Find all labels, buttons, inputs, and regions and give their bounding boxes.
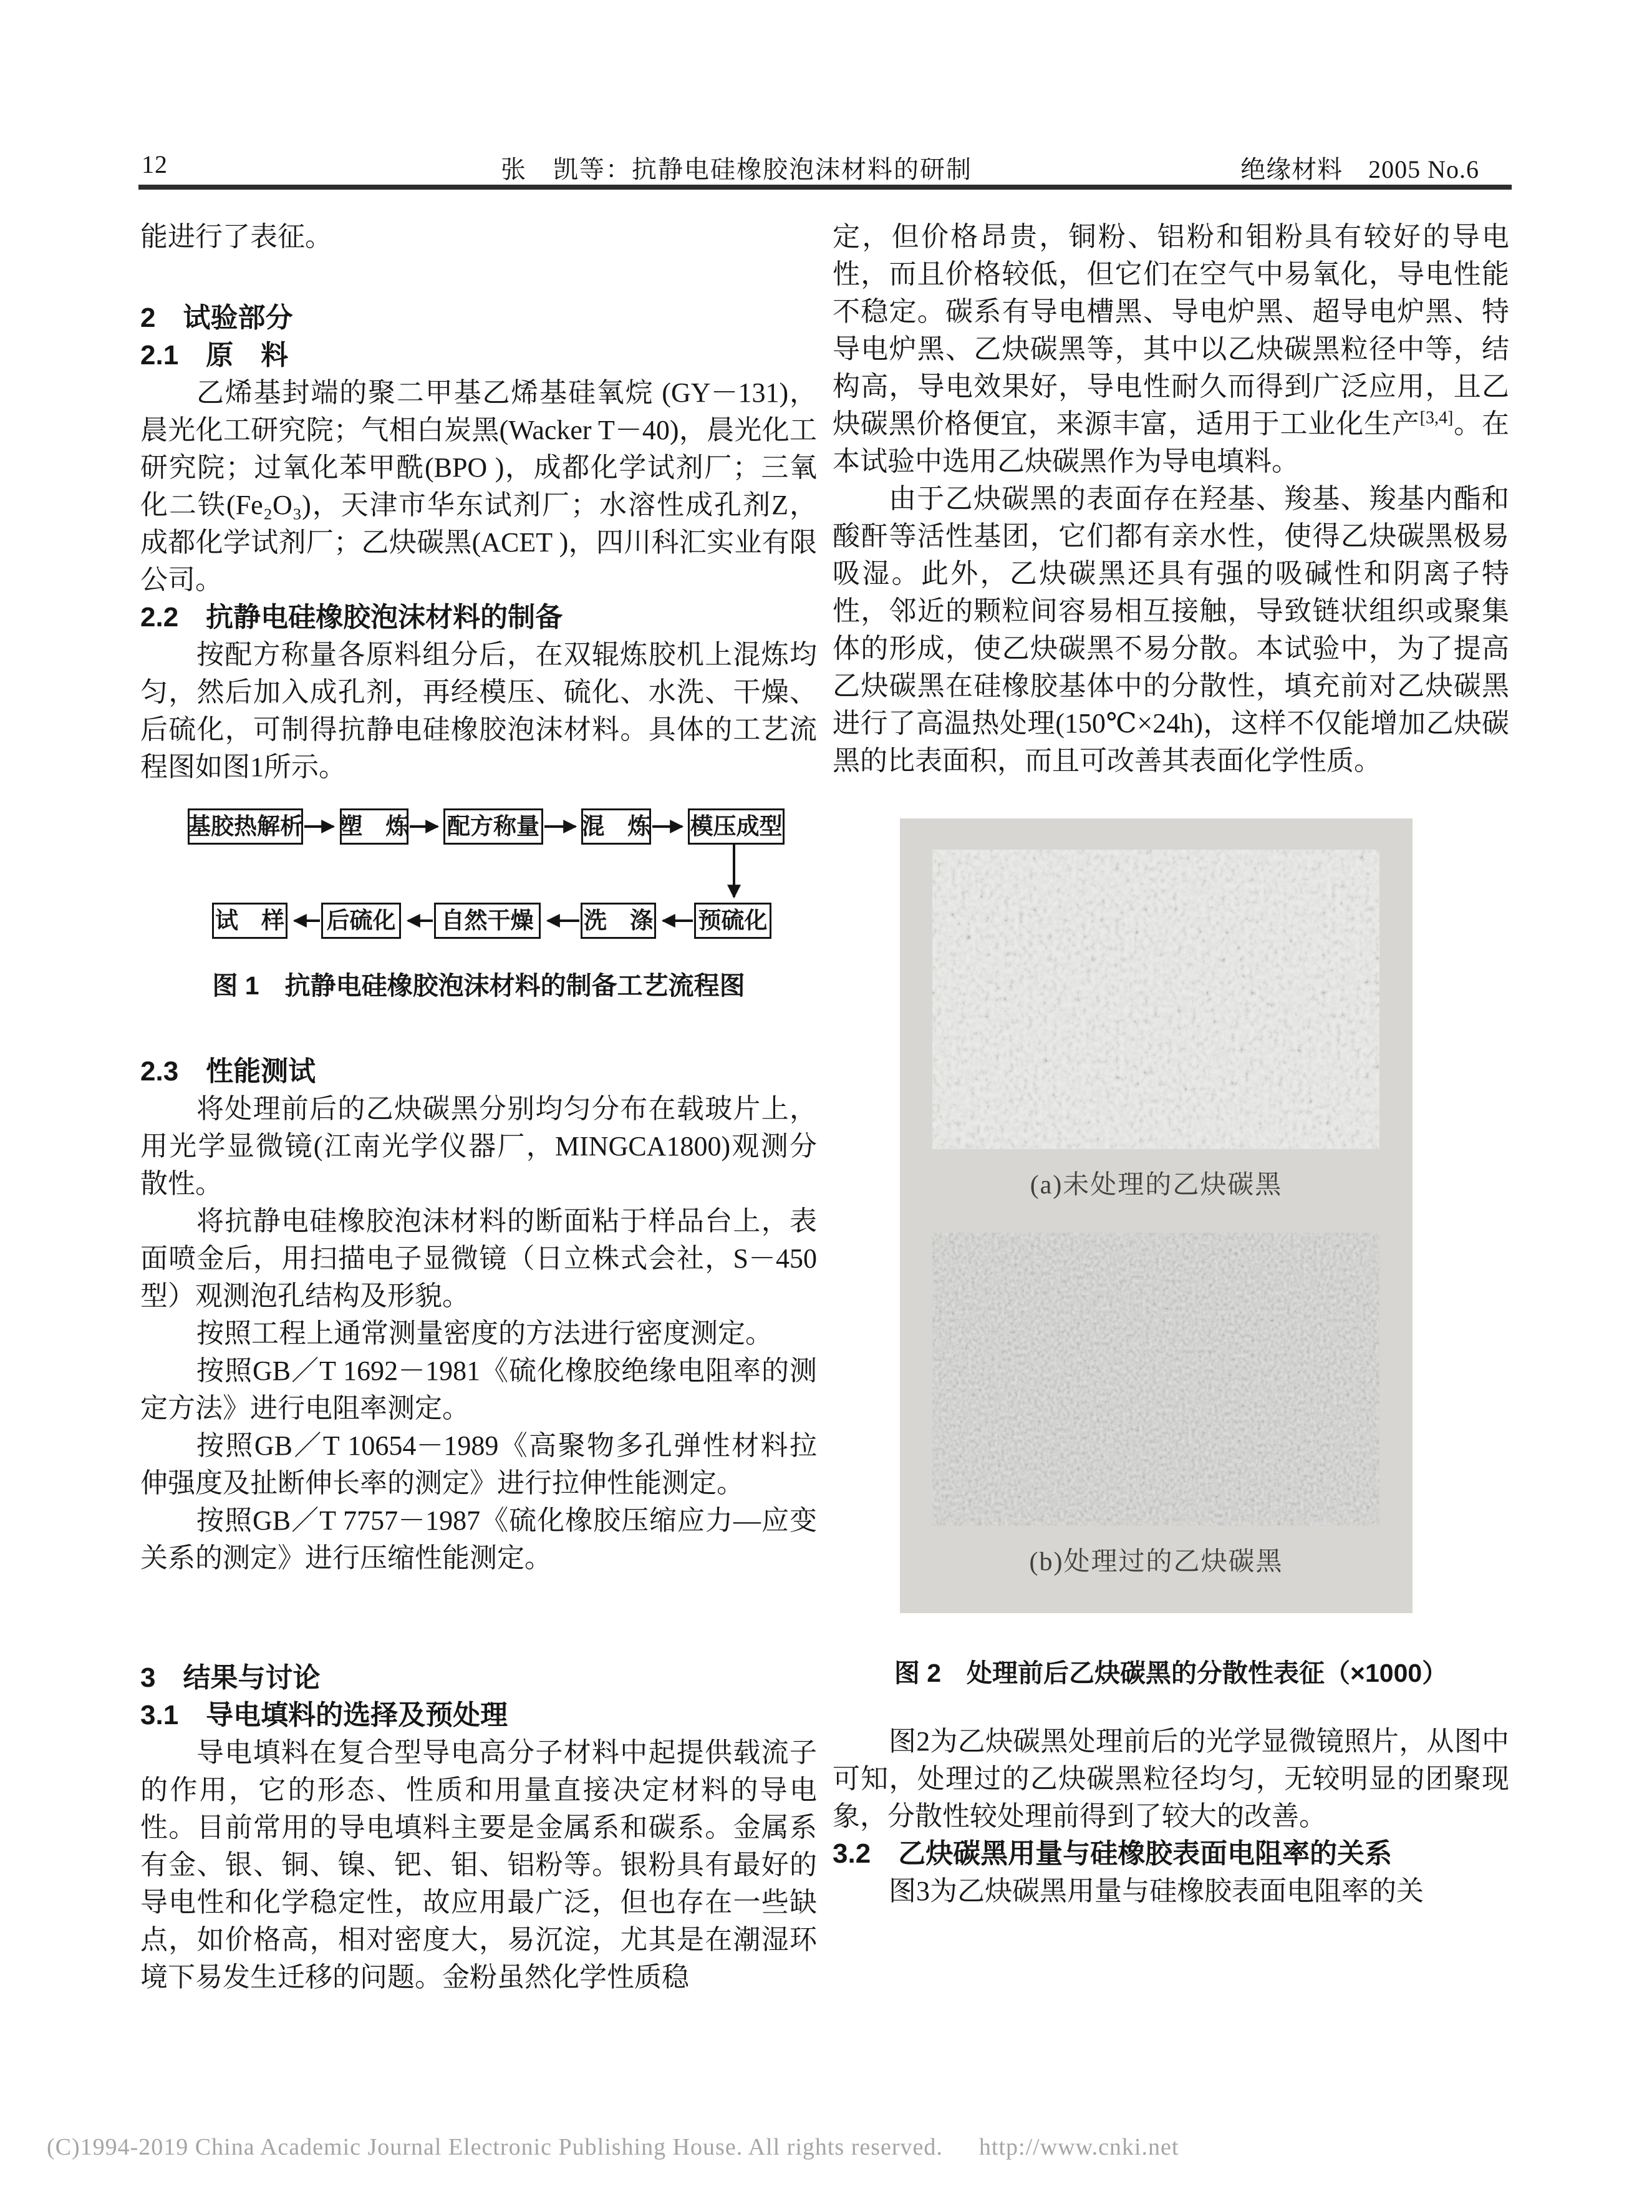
section-3-heading: 3 结果与讨论 xyxy=(140,1662,321,1693)
paragraph-sem-test: 将抗静电硅橡胶泡沫材料的断面粘于样品台上，表面喷金后，用扫描电子显微镜（日立株式会社，S－450型）观测泡孔结构及形貌。 xyxy=(140,1206,817,1311)
paragraph-intro: 能进行了表征。 xyxy=(140,221,332,252)
copyright-text: (C)1994-2019 China Academic Journal Electronic Publishing House. All rights reserved. xyxy=(47,2134,943,2160)
paragraph-fillers-continued xyxy=(833,218,1509,480)
flow-box-mastication: 塑 炼 xyxy=(340,808,408,845)
paragraph-density-test: 按照工程上通常测量密度的方法进行密度测定。 xyxy=(196,1318,773,1349)
flow-box-sample: 试 样 xyxy=(212,903,287,939)
paragraph-figure3-intro: 图3为乙炔碳黑用量与硅橡胶表面电阻率的关 xyxy=(889,1876,1424,1906)
reference-superscript: [3,4] xyxy=(1419,408,1454,428)
fillers-text-after-ref: 。在本试验中选用乙炔碳黑作为导电填料。 xyxy=(833,409,1510,477)
flow-box-base-gum-analysis: 基胶热解析 xyxy=(188,808,303,845)
flow-box-post-cure: 后硫化 xyxy=(321,903,401,939)
flow-box-molding: 模压成型 xyxy=(688,808,785,845)
flow-box-mixing: 混 炼 xyxy=(581,808,651,845)
header-rule xyxy=(138,185,1512,190)
figure2a-caption: (a)未处理的乙炔碳黑 xyxy=(1030,1171,1283,1200)
paragraph-dispersion-test: 将处理前后的乙炔碳黑分别均匀分布在载玻片上，用光学显微镜(江南光学仪器厂，MINGCA1800)观测分散性。 xyxy=(140,1094,817,1199)
section-2-2-heading: 2.2 抗静电硅橡胶泡沫材料的制备 xyxy=(140,602,563,633)
page-header xyxy=(140,150,1509,185)
flow-box-air-drying: 自然干燥 xyxy=(434,903,541,939)
fillers-text-before-ref: 定，但价格昂贵，铜粉、铝粉和钼粉具有较好的导电性，而且价格较低，但它们在空气中易氧化，导电性能不稳定。碳系有导电槽黑、导电炉黑、超导电炉黑、特导电炉黑、乙炔碳黑等，其中以乙炔碳黑粒径中等，结构高，导电效果好，导电性耐久而得到广泛应用，且乙炔碳黑价格便宜，来源丰富，适用于工业化生产 xyxy=(833,221,1509,439)
figure2-panel xyxy=(900,818,1413,1613)
paragraph-surface-groups: 由于乙炔碳黑的表面存在羟基、羧基、羧基内酯和酸酐等活性基团，它们都有亲水性，使得乙炔碳黑极易吸湿。此外，乙炔碳黑还具有强的吸碱性和阴离子特性，邻近的颗粒间容易相互接触，导致链状组织或聚集体的形成，使乙炔碳黑不易分散。本试验中，为了提高乙炔碳黑在硅橡胶基体中的分散性，填充前对乙炔碳黑进行了高温热处理(150℃×24h)，这样不仅能增加乙炔碳黑的比表面积，而且可改善其表面化学性质。 xyxy=(833,483,1509,776)
cnki-url: http://www.cnki.net xyxy=(978,2134,1179,2160)
micrograph-treated-carbon-black xyxy=(932,1233,1379,1526)
section-2-3-heading: 2.3 性能测试 xyxy=(140,1056,316,1087)
figure2-caption: 图 2 处理前后乙炔碳黑的分散性表征（×1000） xyxy=(894,1659,1448,1687)
paragraph-resistivity-test: 按照GB／T 1692－1981《硫化橡胶绝缘电阻率的测定方法》进行电阻率测定。 xyxy=(140,1356,817,1424)
flow-box-pre-cure: 预硫化 xyxy=(694,903,771,939)
figure1-caption: 图 1 抗静电硅橡胶泡沫材料的制备工艺流程图 xyxy=(212,971,745,1000)
paragraph-materials: 乙烯基封端的聚二甲基乙烯基硅氧烷 (GY－131)，晨光化工研究院；气相白炭黑(Wacker T－40)，晨光化工研究院；过氧化苯甲酰(BPO )，成都化学试剂厂；三氧化二铁(Fe₂O₃)，天津市华东试剂厂；水溶性成孔剂Z，成都化学试剂厂；乙炔碳黑(ACET )，四川科汇实业有限公司。 xyxy=(140,377,817,595)
paragraph-preparation: 按配方称量各原料组分后，在双辊炼胶机上混炼均匀，然后加入成孔剂，再经模压、硫化、水洗、干燥、后硫化，可制得抗静电硅橡胶泡沫材料。具体的工艺流程图如图1所示。 xyxy=(140,639,817,782)
paragraph-figure2-discussion: 图2为乙炔碳黑处理前后的光学显微镜照片，从图中可知，处理过的乙炔碳黑粒径均匀，无较明显的团聚现象，分散性较处理前得到了较大的改善。 xyxy=(833,1726,1509,1831)
section-3-1-heading: 3.1 导电填料的选择及预处理 xyxy=(140,1700,508,1730)
figure2b-caption: (b)处理过的乙炔碳黑 xyxy=(1029,1548,1283,1576)
micrograph-untreated-carbon-black xyxy=(932,850,1379,1149)
journal-info: 绝缘材料 2005 No.6 xyxy=(1240,155,1479,183)
paragraph-tensile-test: 按照GB／T 10654－1989《高聚物多孔弹性材料拉伸强度及扯断伸长率的测定》进行拉伸性能测定。 xyxy=(140,1430,817,1498)
paragraph-compression-test: 按照GB／T 7757－1987《硫化橡胶压缩应力—应变关系的测定》进行压缩性能测定。 xyxy=(140,1505,817,1573)
figure1-flowchart xyxy=(140,801,817,951)
left-column xyxy=(140,218,817,1996)
flow-box-weighing: 配方称量 xyxy=(443,808,543,845)
paragraph-conductive-fillers: 导电填料在复合型导电高分子材料中起提供载流子的作用，它的形态、性质和用量直接决定材料的导电性。目前常用的导电填料主要是金属系和碳系。金属系有金、银、铜、镍、钯、钼、铝粉等。银粉具有最好的导电性和化学稳定性，故应用最广泛，但也存在一些缺点，如价格高，相对密度大，易沉淀，尤其是在潮湿环境下易发生迁移的问题。金粉虽然化学性质稳 xyxy=(140,1737,817,1992)
section-2-heading: 2 试验部分 xyxy=(140,303,293,333)
section-3-2-heading: 3.2 乙炔碳黑用量与硅橡胶表面电阻率的关系 xyxy=(833,1838,1393,1869)
section-2-1-heading: 2.1 原 料 xyxy=(140,340,289,371)
page-number: 12 xyxy=(142,150,168,178)
running-title: 张 凯等：抗静电硅橡胶泡沫材料的研制 xyxy=(501,155,972,183)
copyright-footer xyxy=(47,2133,1179,2161)
flow-box-washing: 洗 涤 xyxy=(581,903,656,939)
right-column xyxy=(833,218,1509,1910)
